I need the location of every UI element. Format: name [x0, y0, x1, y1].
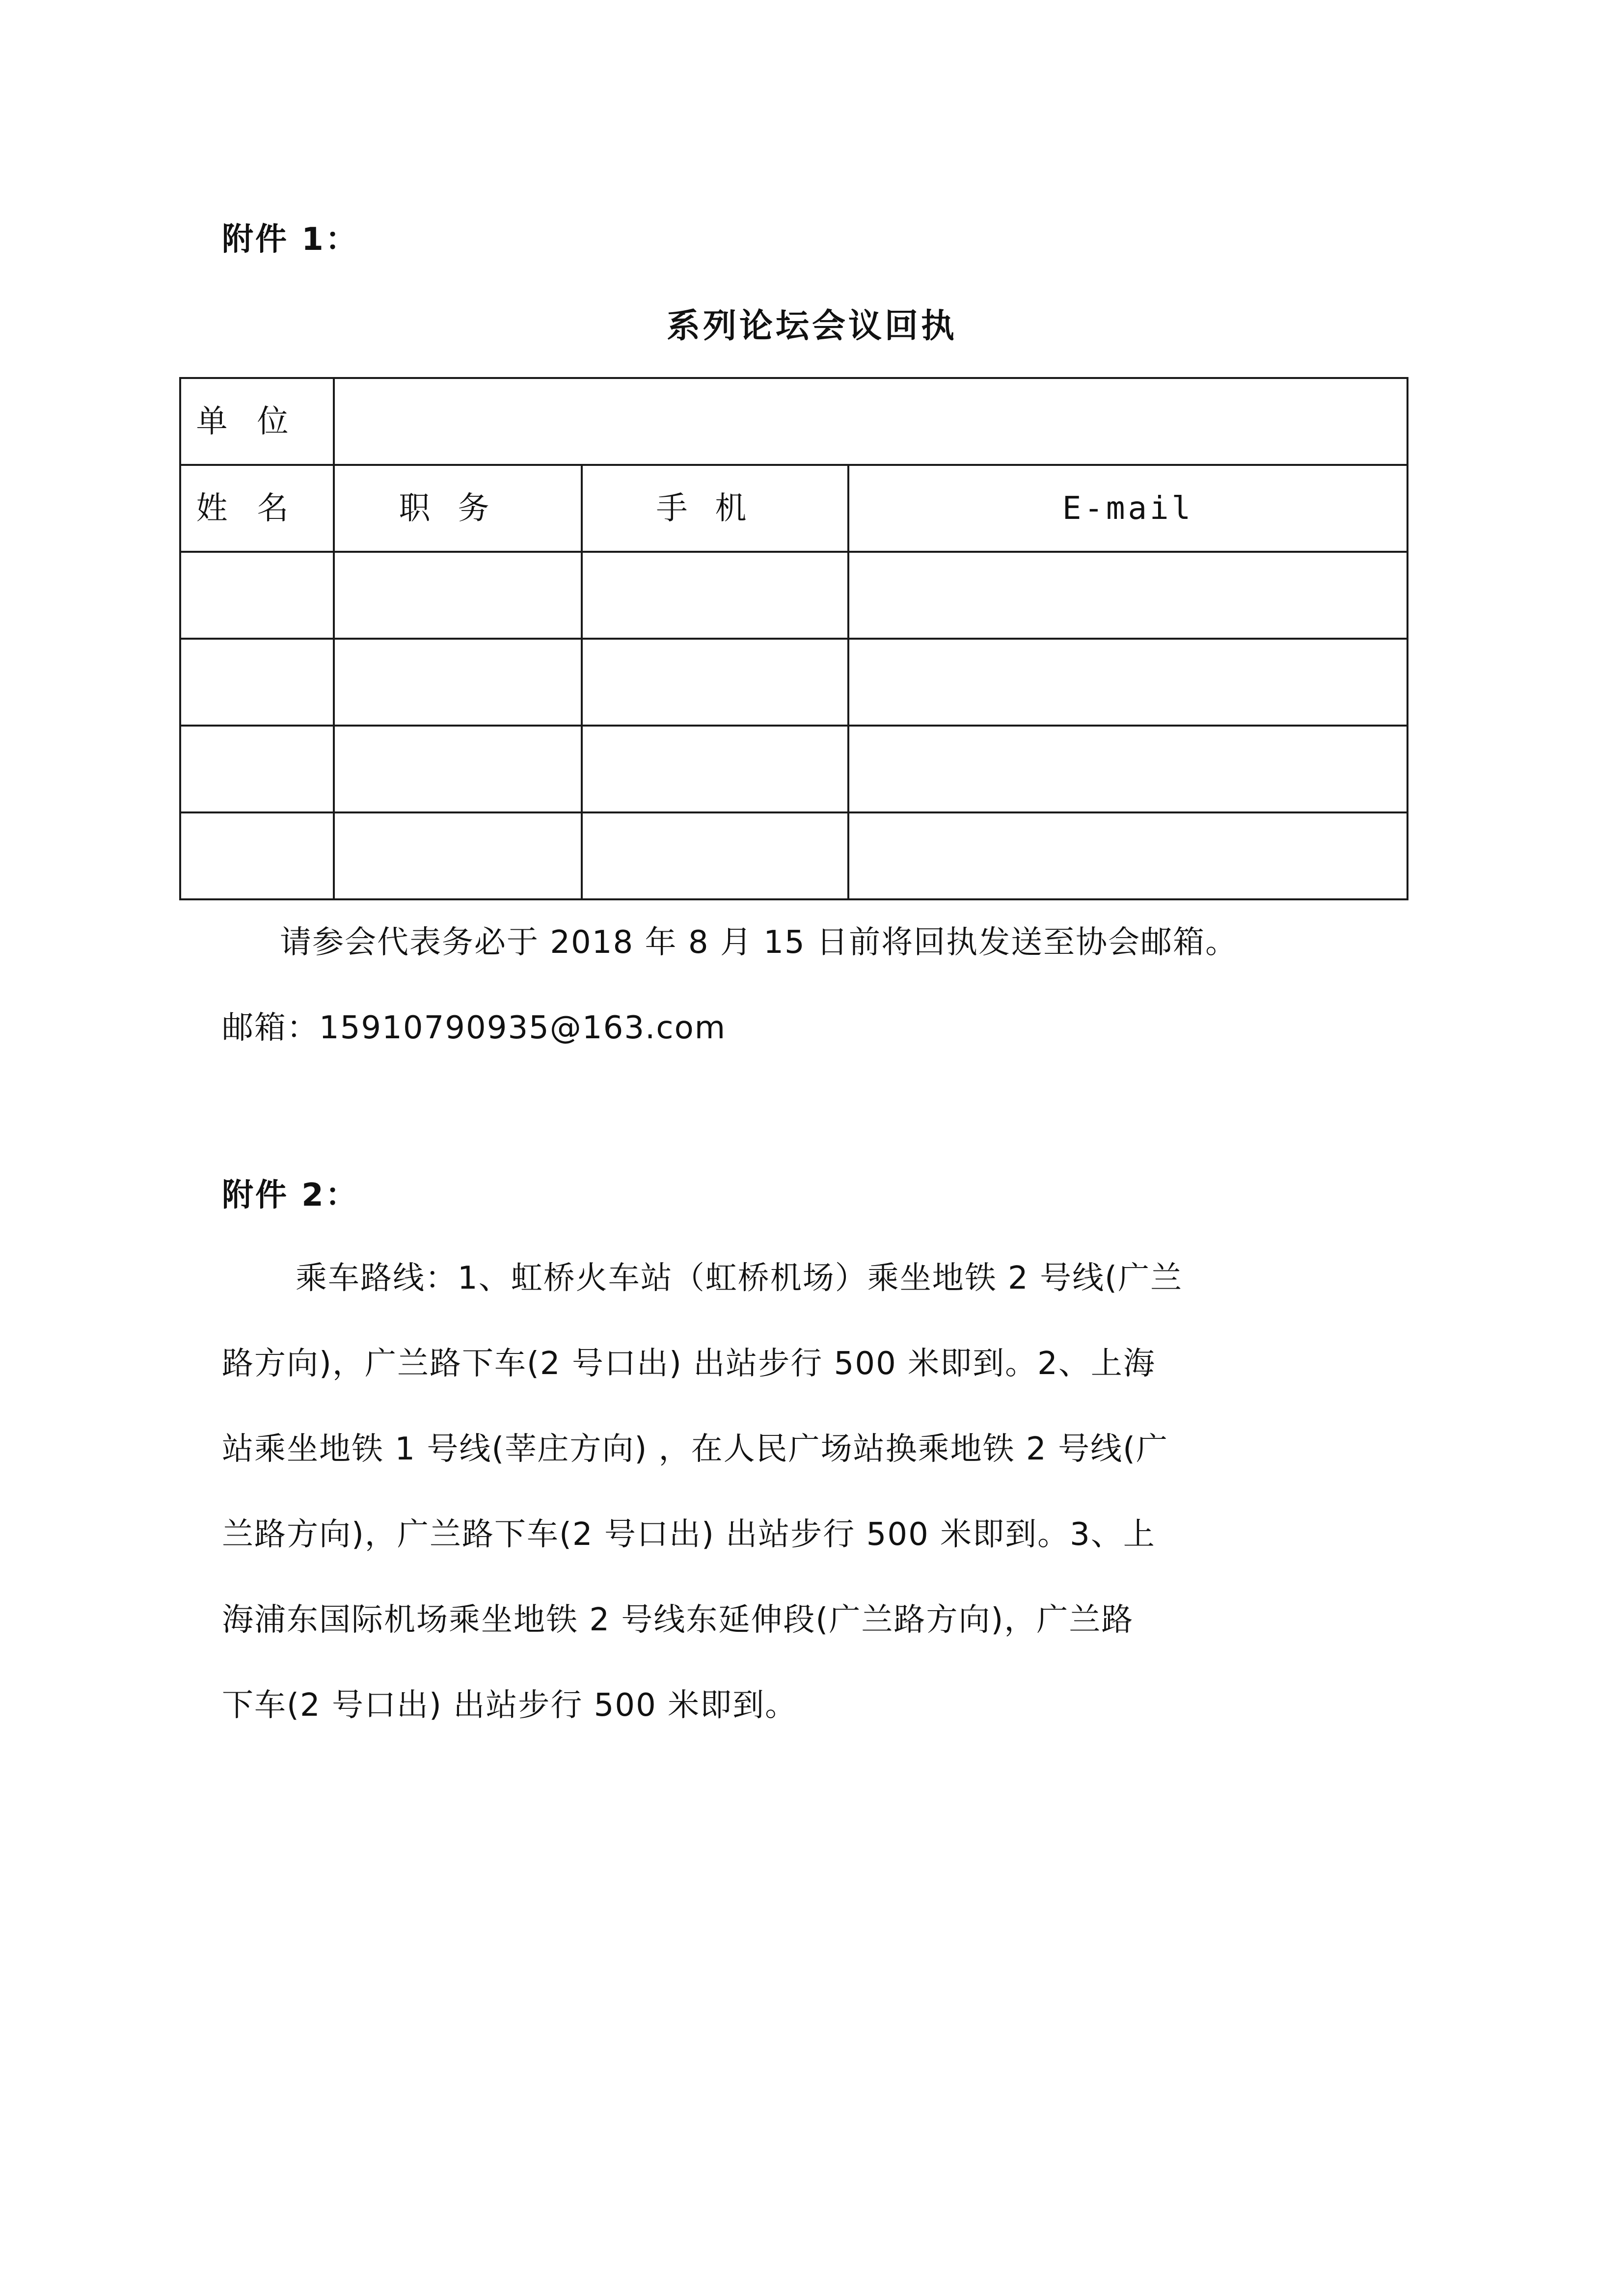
- table-row: [180, 552, 1407, 639]
- receipt-table: [179, 377, 1408, 900]
- name-cell[interactable]: [180, 552, 334, 639]
- header-row: [180, 465, 1407, 552]
- mobile-cell[interactable]: [582, 639, 848, 726]
- name-cell[interactable]: [180, 812, 334, 899]
- route-line: 海浦东国际机场乘坐地铁 2 号线东延伸段(广兰路方向)，广兰路: [222, 1602, 1134, 1638]
- email-cell[interactable]: [848, 726, 1407, 812]
- attachment-2-heading: 附件 2：: [222, 1177, 359, 1214]
- route-line: 下车(2 号口出) 出站步行 500 米即到。: [222, 1687, 798, 1724]
- name-cell[interactable]: [180, 726, 334, 812]
- position-cell[interactable]: [334, 726, 582, 812]
- position-cell[interactable]: [334, 639, 582, 726]
- unit-value-cell[interactable]: [334, 378, 1407, 465]
- email-cell[interactable]: [848, 812, 1407, 899]
- deadline-note: 请参会代表务必于 2018 年 8 月 15 日前将回执发送至协会邮箱。: [280, 924, 1238, 961]
- header-name: 姓名: [180, 465, 334, 552]
- route-line: 兰路方向)，广兰路下车(2 号口出) 出站步行 500 米即到。3、上: [222, 1516, 1156, 1553]
- position-cell[interactable]: [334, 812, 582, 899]
- header-position: 职务: [334, 465, 582, 552]
- mobile-cell[interactable]: [582, 552, 848, 639]
- contact-email: 邮箱：15910790935@163.com: [222, 1010, 727, 1046]
- mobile-cell[interactable]: [582, 812, 848, 899]
- unit-label: 单位: [180, 378, 334, 465]
- table-row: [180, 639, 1407, 726]
- table-row: [180, 812, 1407, 899]
- route-line: 路方向)，广兰路下车(2 号口出) 出站步行 500 米即到。2、上海: [222, 1346, 1156, 1382]
- route-directions: [222, 1259, 1326, 1771]
- unit-row: [180, 378, 1407, 465]
- header-email: E-mail: [848, 465, 1407, 552]
- name-cell[interactable]: [180, 639, 334, 726]
- mobile-cell[interactable]: [582, 726, 848, 812]
- attachment-1-heading: 附件 1：: [222, 221, 359, 258]
- email-cell[interactable]: [848, 552, 1407, 639]
- email-cell[interactable]: [848, 639, 1407, 726]
- table-row: [180, 726, 1407, 812]
- position-cell[interactable]: [334, 552, 582, 639]
- route-line: 站乘坐地铁 1 号线(莘庄方向) ，在人民广场站换乘地铁 2 号线(广: [222, 1431, 1169, 1467]
- header-mobile: 手机: [582, 465, 848, 552]
- form-title: 系列论坛会议回执: [666, 307, 957, 346]
- route-line: 乘车路线：1、虹桥火车站（虹桥机场）乘坐地铁 2 号线(广兰: [296, 1260, 1183, 1297]
